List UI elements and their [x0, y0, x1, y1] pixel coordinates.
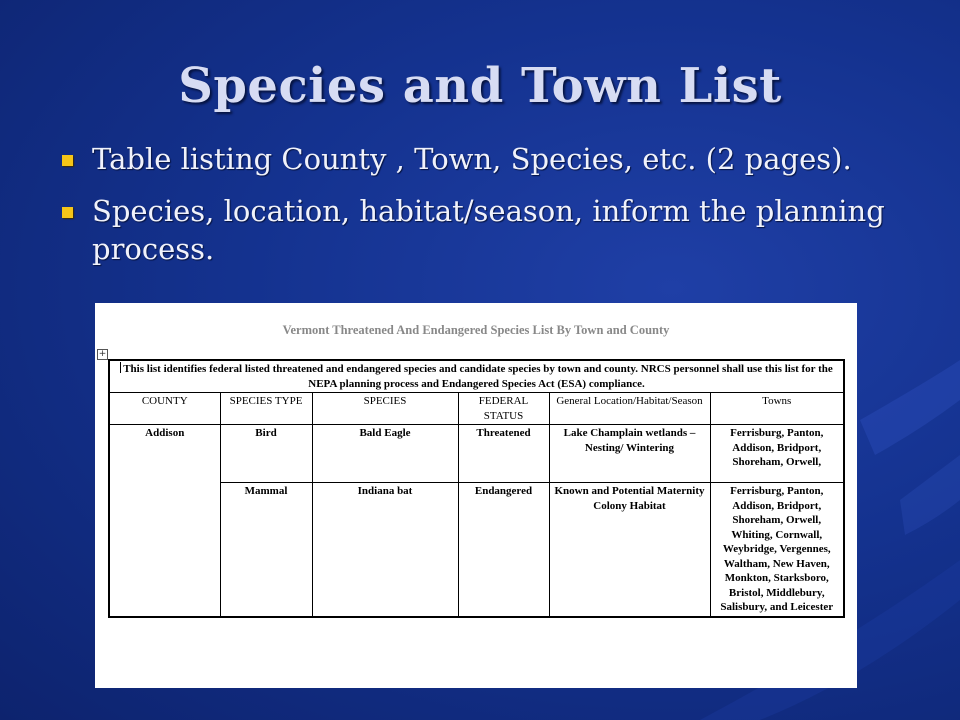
- county-cell: Addison: [109, 425, 220, 617]
- towns-cell: Ferrisburg, Panton, Addison, Bridport, Shoreham, Orwell, Whiting, Cornwall, Weybridge, Vergennes, Waltham, New Haven, Monkton, Starksboro, Bristol, Middlebury, Salisbury, and Leicester: [710, 483, 844, 617]
- table-row: [109, 483, 844, 617]
- square-bullet-icon: [62, 155, 73, 166]
- slide-title: Species and Town List: [178, 58, 782, 114]
- square-bullet-icon: [62, 207, 73, 218]
- header-species-type: SPECIES TYPE: [220, 393, 312, 425]
- towns-cell: Ferrisburg, Panton, Addison, Bridport, Shoreham, Orwell,: [710, 425, 844, 483]
- header-towns: Towns: [710, 393, 844, 425]
- header-species: SPECIES: [312, 393, 458, 425]
- intro-text: This list identifies federal listed threatened and endangered species and candidate species by town and county. NRCS personnel shall use this list for the NEPA planning process and Endangered Species Act (ESA) compliance.: [123, 363, 833, 390]
- header-county: COUNTY: [109, 393, 220, 425]
- bullet-item: [62, 192, 912, 268]
- species-type-cell: Bird: [220, 425, 312, 483]
- bullet-text: Table listing County , Town, Species, etc. (2 pages).: [92, 142, 852, 176]
- species-cell: Indiana bat: [312, 483, 458, 617]
- embedded-document-image: [95, 303, 857, 688]
- intro-cell: [109, 360, 844, 393]
- species-type-cell: Mammal: [220, 483, 312, 617]
- table-row: [109, 425, 844, 483]
- general-cell: Known and Potential Maternity Colony Habitat: [549, 483, 710, 617]
- bullet-item: [62, 140, 912, 178]
- species-cell: Bald Eagle: [312, 425, 458, 483]
- header-general-location: General Location/Habitat/Season: [549, 393, 710, 425]
- intro-row: [109, 360, 844, 393]
- document-title: Vermont Threatened And Endangered Species List By Town and County: [282, 323, 670, 337]
- general-cell: Lake Champlain wetlands –Nesting/ Wintering: [549, 425, 710, 483]
- status-cell: Endangered: [458, 483, 549, 617]
- header-federal-status: FEDERAL STATUS: [458, 393, 549, 425]
- header-row: [109, 393, 844, 425]
- species-table: [108, 359, 845, 618]
- status-cell: Threatened: [458, 425, 549, 483]
- bullet-list: [62, 140, 912, 282]
- text-cursor: [120, 362, 121, 373]
- table-move-handle-icon[interactable]: +: [98, 349, 107, 359]
- bullet-text: Species, location, habitat/season, inform the planning process.: [92, 194, 885, 266]
